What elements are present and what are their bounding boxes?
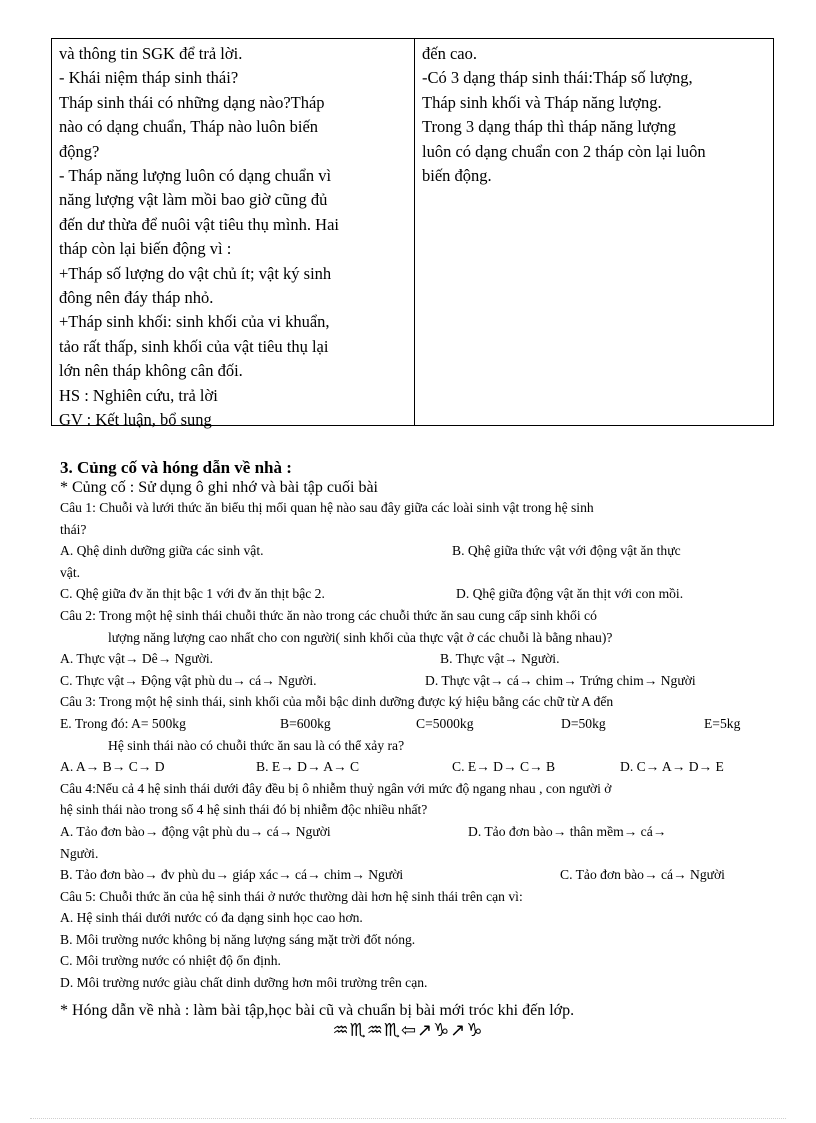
answer-row — [60, 821, 800, 843]
answer-option: D. Môi trường nước giàu chất dinh dưỡng hơn môi trường trên cạn. — [60, 975, 428, 991]
answer-option: B. Qhệ giữa thức vật với động vật ăn thực — [452, 543, 681, 559]
answer-row — [60, 583, 800, 605]
table-line: -Có 3 dạng tháp sinh thái:Tháp số lượng, — [422, 68, 693, 88]
answer-option: B. E→ D→ A→ C — [256, 759, 360, 775]
question-5: Câu 5: Chuỗi thức ăn của hệ sinh thái ở nước thường dài hơn hệ sinh thái trên cạn vì: — [60, 888, 523, 904]
answer-option: A. A→ B→ C→ D — [60, 759, 165, 775]
question-2-cont: lượng năng lượng cao nhất cho con người( sinh khối của thực vật ở các chuỗi là bằng nhau)? — [108, 629, 613, 645]
table-line: +Tháp số lượng do vật chủ ít; vật ký sinh — [59, 263, 332, 283]
answer-option: B. Môi trường nước không bị năng lượng sáng mặt trời đốt nóng. — [60, 931, 416, 947]
table-line: đến dư thừa để nuôi vật tiêu thụ mình. Hai — [59, 214, 340, 234]
answer-option: D. C→ A→ D→ E — [620, 759, 724, 775]
question-3: Câu 3: Trong một hệ sinh thái, sinh khối của mỗi bậc dinh dưỡng được ký hiệu bằng các chữ từ A đến — [60, 694, 614, 710]
table-line: Tháp sinh khối và Tháp năng lượng. — [422, 92, 662, 112]
mass-value: B=600kg — [280, 715, 331, 731]
section-heading: 3. Củng cố và hóng dẫn về nhà : — [60, 458, 292, 477]
question-2: Câu 2: Trong một hệ sinh thái chuỗi thức ăn nào trong các chuỗi thức ăn sau cung cấp sinh khối có — [60, 607, 597, 623]
table-line: +Tháp sinh khối: sinh khối của vi khuẩn, — [59, 312, 330, 332]
answer-row — [60, 864, 800, 886]
question-4: Câu 4:Nếu cả 4 hệ sinh thái dưới đây đều bị ô nhiễm thuỷ ngân với mức độ ngang nhau , con người ở — [60, 780, 612, 796]
answer-option: B. Thực vật→ Người. — [440, 651, 560, 667]
ornament-divider: ♒♏♒♏⇦↗♑↗♑ — [332, 1020, 484, 1041]
answer-option: A. Tảo đơn bào→ động vật phù du→ cá→ Người — [60, 823, 331, 839]
answer-option: C. E→ D→ C→ B — [452, 759, 556, 775]
table-line: đến cao. — [422, 44, 477, 63]
answer-option: Người. — [60, 845, 99, 861]
answer-option: A. Qhệ dinh dưỡng giữa các sinh vật. — [60, 543, 264, 559]
review-section — [60, 458, 800, 1024]
section-subheading: * Củng cố : Sử dụng ô ghi nhớ và bài tập cuối bài — [60, 479, 378, 496]
table-line: và thông tin SGK để trả lời. — [59, 44, 243, 63]
table-line: lớn nên tháp không cân đối. — [59, 361, 243, 381]
table-line: tảo rất thấp, sinh khối của vật tiêu thụ lại — [59, 336, 329, 356]
table-line: - Tháp năng lượng luôn có dạng chuẩn vì — [59, 166, 332, 186]
answer-row — [60, 670, 800, 692]
question-4-cont: hệ sinh thái nào trong số 4 hệ sinh thái đó bị nhiễm độc nhiều nhất? — [60, 802, 428, 818]
answer-option: D. Qhệ giữa động vật ăn thịt với con mồi. — [456, 586, 684, 602]
table-line: nào có dạng chuẩn, Tháp nào luôn biến — [59, 117, 319, 137]
answer-option: C. Thực vật→ Động vật phù du→ cá→ Người. — [60, 672, 317, 688]
table-line: HS : Nghiên cứu, trả lời — [59, 385, 218, 405]
answer-row — [60, 713, 800, 735]
answer-option: C. Tảo đơn bào→ cá→ Người — [560, 867, 725, 883]
table-right-cell — [415, 39, 773, 425]
table-left-cell — [52, 39, 415, 430]
table-line: tháp còn lại biến động vì : — [59, 239, 232, 259]
answer-option: C. Qhệ giữa đv ăn thịt bậc 1 với đv ăn thịt bậc 2. — [60, 586, 325, 602]
quiz-questions — [60, 497, 800, 994]
table-line: Trong 3 dạng tháp thì tháp năng lượng — [422, 117, 677, 137]
answer-option: A. Hệ sinh thái dưới nước có đa dạng sinh học cao hơn. — [60, 910, 363, 926]
table-line: Tháp sinh thái có những dạng nào?Tháp — [59, 92, 325, 112]
answer-option: vật. — [60, 564, 81, 580]
question-1-cont: thái? — [60, 521, 87, 537]
question-1: Câu 1: Chuỗi và lưới thức ăn biểu thị mối quan hệ nào sau đây giữa các loài sinh vật trong hệ sinh — [60, 500, 594, 515]
answer-option: D. Thực vật→ cá→ chim→ Trứng chim→ Người — [425, 672, 696, 688]
table-line: - Khái niệm tháp sinh thái? — [59, 68, 239, 88]
table-line: đông nên đáy tháp nhỏ. — [59, 288, 214, 308]
table-line: GV : Kết luận, bổ sung — [59, 410, 212, 430]
answer-row — [60, 648, 800, 670]
answer-option: B. Tảo đơn bào→ đv phù du→ giáp xác→ cá→ chim→ Người — [60, 867, 404, 883]
answer-option: D. Tảo đơn bào→ thân mềm→ cá→ — [468, 823, 667, 839]
table-line: biến động. — [422, 166, 492, 186]
homework-note: * Hóng dẫn về nhà : làm bài tập,học bài cũ và chuẩn bị bài mới tróc khi đến lớp. — [60, 1001, 575, 1019]
mass-value: E. Trong đó: A= 500kg — [60, 715, 186, 731]
answer-row — [60, 756, 800, 778]
mass-value: D=50kg — [561, 715, 606, 731]
answer-row — [60, 540, 800, 562]
answer-option: A. Thực vật→ Dê→ Người. — [60, 651, 214, 667]
page-bottom-divider — [30, 1118, 786, 1119]
table-line: năng lượng vật làm mồi bao giờ cũng đủ — [59, 190, 328, 210]
table-line: động? — [59, 141, 100, 161]
content-table — [51, 38, 774, 430]
table-line: luôn có dạng chuẩn con 2 tháp còn lại luôn — [422, 141, 706, 161]
mass-value: C=5000kg — [416, 715, 474, 731]
mass-value: E=5kg — [704, 715, 741, 731]
question-3-cont: Hệ sinh thái nào có chuỗi thức ăn sau là có thể xảy ra? — [108, 737, 405, 753]
answer-option: C. Môi trường nước có nhiệt độ ổn định. — [60, 953, 281, 969]
